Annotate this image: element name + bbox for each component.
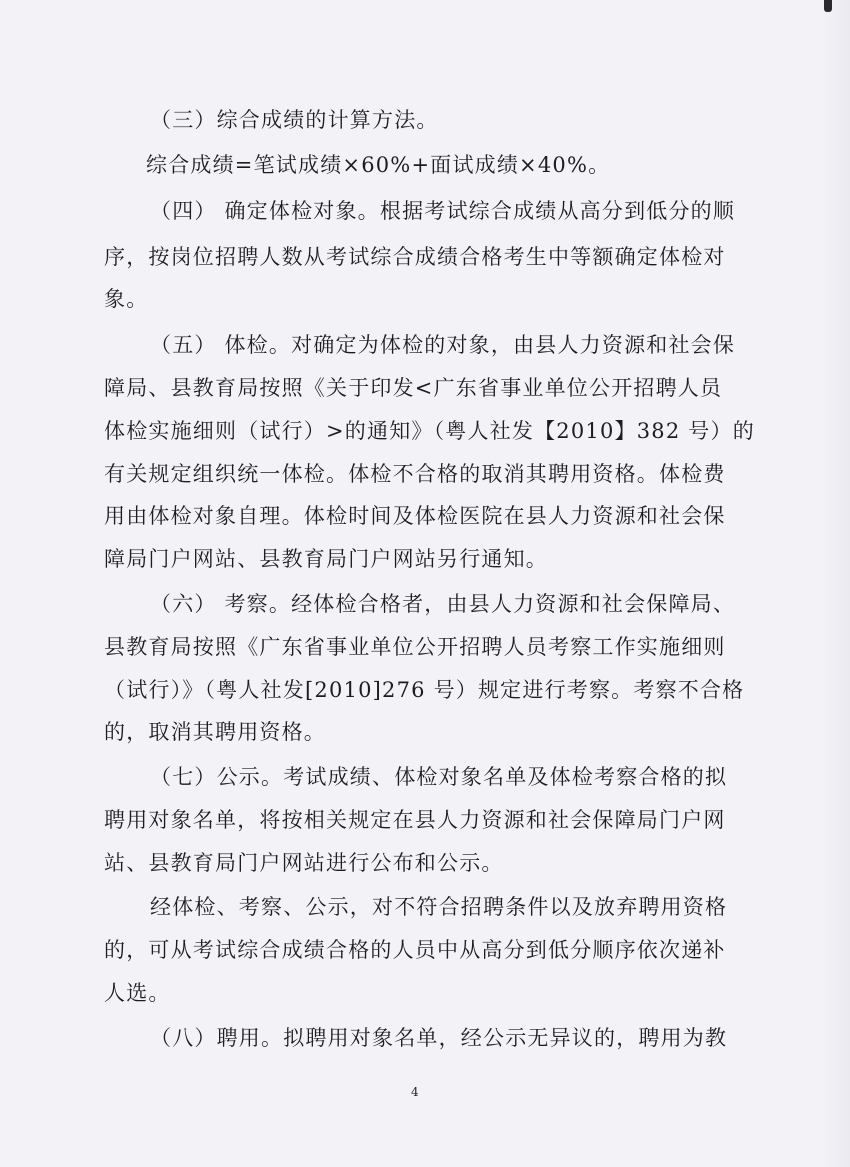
text-line: 经体检、考察、公示，对不符合招聘条件以及放弃聘用资格 (150, 895, 728, 919)
text-line: （试行）》（粤人社发[2010]276 号）规定进行考察。考察不合格 (104, 678, 745, 702)
text-line: （八）聘用。拟聘用对象名单，经公示无异议的，聘用为教 (150, 1026, 728, 1050)
text-line: 县教育局按照《广东省事业单位公开招聘人员考察工作实施细则 (104, 635, 726, 659)
text-line: 障局门户网站、县教育局门户网站另行通知。 (104, 547, 548, 571)
text-line: （五） 体检。对确定为体检的对象，由县人力资源和社会保 (150, 333, 736, 357)
text-line: 体检实施细则（试行）>的通知》（粤人社发【2010】382 号）的 (104, 419, 755, 443)
text-line: 综合成绩=笔试成绩×60%+面试成绩×40%。 (146, 153, 611, 177)
page-number: 4 (411, 1085, 419, 1099)
text-line: （六） 考察。经体检合格者，由县人力资源和社会保障局、 (150, 592, 736, 616)
text-line: 的，可从考试综合成绩合格的人员中从高分到低分顺序依次递补 (104, 938, 726, 962)
text-line: （七）公示。考试成绩、体检对象名单及体检考察合格的拟 (150, 765, 728, 789)
text-line: 人选。 (104, 981, 171, 1005)
text-line: 象。 (104, 287, 149, 311)
text-line: 聘用对象名单，将按相关规定在县人力资源和社会保障局门户网 (104, 808, 726, 832)
text-line: 障局、县教育局按照《关于印发<广东省事业单位公开招聘人员 (104, 376, 723, 400)
text-line: 用由体检对象自理。体检时间及体检医院在县人力资源和社会保 (104, 504, 726, 528)
text-line: （三）综合成绩的计算方法。 (150, 108, 439, 132)
text-line: 有关规定组织统一体检。体检不合格的取消其聘用资格。体检费 (104, 462, 726, 486)
text-line: （四） 确定体检对象。根据考试综合成绩从高分到低分的顺 (150, 199, 736, 223)
text-line: 站、县教育局门户网站进行公布和公示。 (104, 851, 504, 875)
text-line: 序，按岗位招聘人数从考试综合成绩合格考生中等额确定体检对 (104, 245, 726, 269)
text-line: 的，取消其聘用资格。 (104, 720, 326, 744)
